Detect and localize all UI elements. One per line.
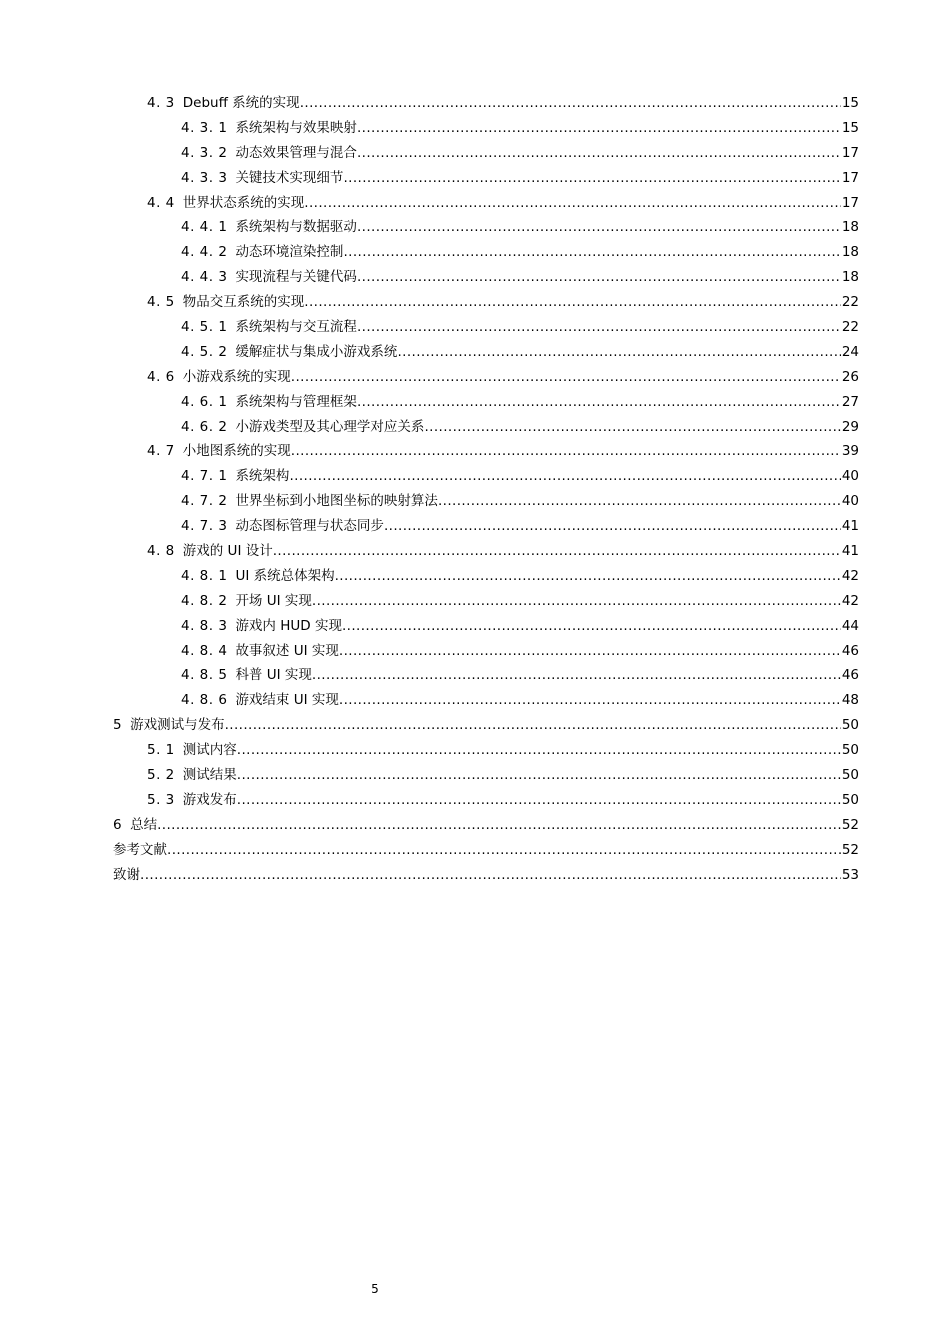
toc-entry-row <box>181 116 859 141</box>
toc-dot-leader <box>357 116 841 141</box>
toc-entry-title: 动态效果管理与混合 <box>235 144 357 161</box>
toc-entry-title: 动态图标管理与状态同步 <box>235 518 384 535</box>
toc-entry-number: 4. 3. 3 <box>181 169 228 186</box>
toc-entry-number: 4. 7 <box>147 443 175 460</box>
toc-entry-row <box>181 415 859 440</box>
toc-entry-title: 游戏发布 <box>182 791 237 808</box>
toc-dot-leader <box>384 514 841 539</box>
toc-entry-title: 参考文献 <box>113 841 167 858</box>
toc-entry-title: 系统架构与交互流程 <box>235 319 357 336</box>
toc-dot-leader <box>225 713 841 738</box>
toc-dot-leader <box>300 91 841 116</box>
toc-entry-row <box>181 141 859 166</box>
toc-entry-number: 4. 6. 2 <box>181 418 228 435</box>
toc-entry-row <box>181 688 859 713</box>
toc-entry-number: 4. 4. 3 <box>181 269 228 286</box>
toc-entry-row <box>181 639 859 664</box>
toc-entry-row <box>181 614 859 639</box>
toc-entry-page: 22 <box>841 319 859 336</box>
toc-entry-page: 50 <box>841 717 859 734</box>
toc-dot-leader <box>343 166 840 191</box>
toc-dot-leader <box>335 564 841 589</box>
toc-entry-row <box>147 738 859 763</box>
toc-entry-number: 4. 6. 1 <box>181 393 228 410</box>
toc-entry-number: 4. 8 <box>147 543 175 560</box>
toc-entry[interactable] <box>181 215 950 240</box>
toc-entry-number: 4. 3. 2 <box>181 144 228 161</box>
toc-entry-page: 52 <box>841 816 859 833</box>
toc-entry-page: 41 <box>841 518 859 535</box>
toc-entry-title: 总结 <box>130 816 158 833</box>
toc-entry[interactable] <box>147 763 950 788</box>
toc-entry-row <box>147 539 859 564</box>
toc-entry-row <box>113 813 859 838</box>
toc-entry-number: 4. 7. 2 <box>181 493 228 510</box>
toc-entry-page: 15 <box>841 95 859 111</box>
toc-entry[interactable] <box>181 340 950 365</box>
toc-entry[interactable] <box>181 489 950 514</box>
toc-entry-row <box>181 489 859 514</box>
toc-entry[interactable] <box>181 116 950 141</box>
toc-dot-leader <box>157 813 841 838</box>
toc-entry-page: 40 <box>841 468 859 485</box>
toc-entry-title: 系统架构与数据驱动 <box>235 219 357 236</box>
toc-entry-page: 39 <box>841 443 859 460</box>
toc-entry-number: 5. 3 <box>147 791 175 808</box>
toc-dot-leader <box>289 464 840 489</box>
toc-dot-leader <box>342 614 841 639</box>
toc-entry[interactable] <box>147 439 950 464</box>
toc-entry-row <box>181 166 859 191</box>
toc-entry-row <box>147 191 859 216</box>
toc-entry-page: 42 <box>841 567 859 584</box>
toc-entry-title: 小游戏系统的实现 <box>182 368 291 385</box>
toc-entry-title: 小地图系统的实现 <box>182 443 291 460</box>
toc-dot-leader <box>357 265 841 290</box>
toc-entry-row <box>181 265 859 290</box>
toc-dot-leader <box>140 863 841 888</box>
toc-entry-title: 关键技术实现细节 <box>235 169 344 186</box>
toc-entry-row <box>181 514 859 539</box>
toc-entry-page: 40 <box>841 493 859 510</box>
toc-entry-row <box>181 240 859 265</box>
toc-entry-page: 50 <box>841 791 859 808</box>
toc-entry-title: 系统架构与效果映射 <box>235 119 357 136</box>
toc-entry-row <box>181 390 859 415</box>
toc-entry-title: 世界坐标到小地图坐标的映射算法 <box>235 493 438 510</box>
toc-entry-number: 4. 4. 2 <box>181 244 228 261</box>
toc-entry-row <box>181 315 859 340</box>
toc-entry-title: 小游戏类型及其心理学对应关系 <box>235 418 425 435</box>
toc-entry-title: 系统架构 <box>235 468 290 485</box>
toc-entry-page: 18 <box>841 269 859 286</box>
toc-entry-title: 实现流程与关键代码 <box>235 269 357 286</box>
toc-entry-page: 18 <box>841 244 859 261</box>
toc-entry-title: 物品交互系统的实现 <box>182 294 305 311</box>
toc-entry-title: 游戏内 HUD 实现 <box>235 617 342 634</box>
toc-entry-page: 17 <box>841 144 859 161</box>
toc-entry-page: 17 <box>841 194 859 211</box>
toc-entry[interactable] <box>147 91 950 116</box>
toc-entry-number: 5 <box>113 717 123 734</box>
toc-entry[interactable] <box>181 240 950 265</box>
toc-entry-title: Debuff 系统的实现 <box>182 95 300 111</box>
toc-entry-title: UI 系统总体架构 <box>235 567 335 584</box>
toc-dot-leader <box>312 663 841 688</box>
toc-entry-row <box>181 663 859 688</box>
toc-entry-row <box>181 215 859 240</box>
toc-entry-row <box>113 838 859 863</box>
toc-dot-leader <box>438 489 841 514</box>
toc-dot-leader <box>397 340 840 365</box>
toc-entry[interactable] <box>147 290 950 315</box>
toc-entry-row <box>181 589 859 614</box>
toc-entry-page: 26 <box>841 368 859 385</box>
toc-entry-row <box>181 564 859 589</box>
toc-dot-leader <box>424 415 840 440</box>
toc-entry[interactable] <box>181 166 950 191</box>
toc-entry-title: 游戏结束 UI 实现 <box>235 692 339 709</box>
toc-entry-title: 系统架构与管理框架 <box>235 393 357 410</box>
toc-entry-row <box>181 464 859 489</box>
toc-dot-leader <box>273 539 841 564</box>
toc-dot-leader <box>339 688 841 713</box>
toc-dot-leader <box>339 639 841 664</box>
toc-entry-row <box>147 365 859 390</box>
toc-entry[interactable] <box>181 589 950 614</box>
toc-dot-leader <box>343 240 840 265</box>
toc-entry-title: 开场 UI 实现 <box>235 592 312 609</box>
toc-entry[interactable] <box>181 390 950 415</box>
toc-entry-number: 4. 5. 2 <box>181 343 228 360</box>
toc-entry-row <box>113 713 859 738</box>
toc-entry[interactable] <box>181 141 950 166</box>
toc-entry[interactable] <box>147 191 950 216</box>
toc-entry-row <box>147 290 859 315</box>
toc-entry-number: 4. 3 <box>147 95 175 111</box>
toc-entry[interactable] <box>147 539 950 564</box>
toc-entry-row <box>147 91 859 116</box>
toc-entry-page: 52 <box>841 841 859 858</box>
toc-dot-leader <box>237 738 841 763</box>
toc-entry-row <box>147 439 859 464</box>
toc-entry[interactable] <box>181 688 950 713</box>
toc-entry-page: 27 <box>841 393 859 410</box>
toc-entry-title: 测试内容 <box>182 742 237 759</box>
toc-dot-leader <box>291 365 841 390</box>
toc-entry-row <box>181 340 859 365</box>
table-of-contents <box>0 91 950 888</box>
toc-entry-number: 6 <box>113 816 123 833</box>
toc-entry-number: 4. 8. 3 <box>181 617 228 634</box>
toc-dot-leader <box>237 763 841 788</box>
toc-entry-number: 4. 7. 1 <box>181 468 228 485</box>
toc-dot-leader <box>312 589 841 614</box>
toc-entry[interactable] <box>113 713 950 738</box>
toc-dot-leader <box>357 315 841 340</box>
toc-dot-leader <box>357 141 841 166</box>
toc-entry-number: 4. 7. 3 <box>181 518 228 535</box>
toc-entry[interactable] <box>181 315 950 340</box>
toc-entry-page: 46 <box>841 667 859 684</box>
toc-entry-page: 44 <box>841 617 859 634</box>
toc-entry-row <box>113 863 859 888</box>
toc-entry-number: 4. 8. 5 <box>181 667 228 684</box>
toc-entry-title: 致谢 <box>113 866 140 883</box>
toc-entry[interactable] <box>181 564 950 589</box>
toc-entry-title: 游戏的 UI 设计 <box>182 543 273 560</box>
toc-entry[interactable] <box>113 813 950 838</box>
toc-entry-number: 4. 8. 1 <box>181 567 228 584</box>
toc-dot-leader <box>304 191 841 216</box>
toc-entry[interactable] <box>113 863 950 888</box>
toc-entry-number: 4. 5 <box>147 294 175 311</box>
toc-entry-row <box>147 763 859 788</box>
toc-entry-title: 测试结果 <box>182 767 237 784</box>
toc-entry-page: 41 <box>841 543 859 560</box>
toc-entry-page: 53 <box>841 866 859 883</box>
toc-entry-number: 4. 3. 1 <box>181 119 228 136</box>
toc-entry-page: 29 <box>841 418 859 435</box>
toc-entry[interactable] <box>181 614 950 639</box>
toc-entry[interactable] <box>181 639 950 664</box>
toc-dot-leader <box>357 215 841 240</box>
toc-entry[interactable] <box>147 365 950 390</box>
toc-entry-title: 世界状态系统的实现 <box>182 194 305 211</box>
toc-entry-title: 游戏测试与发布 <box>130 717 225 734</box>
toc-entry-row <box>147 788 859 813</box>
toc-entry[interactable] <box>181 514 950 539</box>
toc-entry-number: 5. 2 <box>147 767 175 784</box>
toc-entry-page: 46 <box>841 642 859 659</box>
toc-entry-number: 4. 4 <box>147 194 175 211</box>
toc-entry[interactable] <box>113 838 950 863</box>
toc-dot-leader <box>237 788 841 813</box>
toc-entry-page: 24 <box>841 343 859 360</box>
toc-entry-page: 48 <box>841 692 859 709</box>
toc-entry-page: 50 <box>841 742 859 759</box>
toc-entry-number: 5. 1 <box>147 742 175 759</box>
toc-dot-leader <box>304 290 841 315</box>
toc-entry-page: 22 <box>841 294 859 311</box>
toc-entry-number: 4. 8. 2 <box>181 592 228 609</box>
toc-entry-title: 故事叙述 UI 实现 <box>235 642 339 659</box>
toc-entry[interactable] <box>147 738 950 763</box>
toc-entry-number: 4. 5. 1 <box>181 319 228 336</box>
toc-entry-page: 50 <box>841 767 859 784</box>
page-number: 5 <box>371 1282 379 1296</box>
toc-entry[interactable] <box>181 265 950 290</box>
toc-entry-page: 15 <box>841 119 859 136</box>
toc-entry[interactable] <box>181 663 950 688</box>
toc-entry-number: 4. 4. 1 <box>181 219 228 236</box>
toc-entry-title: 动态环境渲染控制 <box>235 244 344 261</box>
toc-entry-title: 缓解症状与集成小游戏系统 <box>235 343 398 360</box>
toc-entry[interactable] <box>181 464 950 489</box>
toc-dot-leader <box>357 390 841 415</box>
toc-entry-number: 4. 8. 6 <box>181 692 228 709</box>
toc-entry-title: 科普 UI 实现 <box>235 667 312 684</box>
toc-entry-page: 42 <box>841 592 859 609</box>
toc-entry-number: 4. 6 <box>147 368 175 385</box>
toc-entry-page: 18 <box>841 219 859 236</box>
toc-entry[interactable] <box>147 788 950 813</box>
toc-dot-leader <box>167 838 841 863</box>
toc-entry-number: 4. 8. 4 <box>181 642 228 659</box>
toc-entry[interactable] <box>181 415 950 440</box>
toc-dot-leader <box>291 439 841 464</box>
toc-entry-page: 17 <box>841 169 859 186</box>
